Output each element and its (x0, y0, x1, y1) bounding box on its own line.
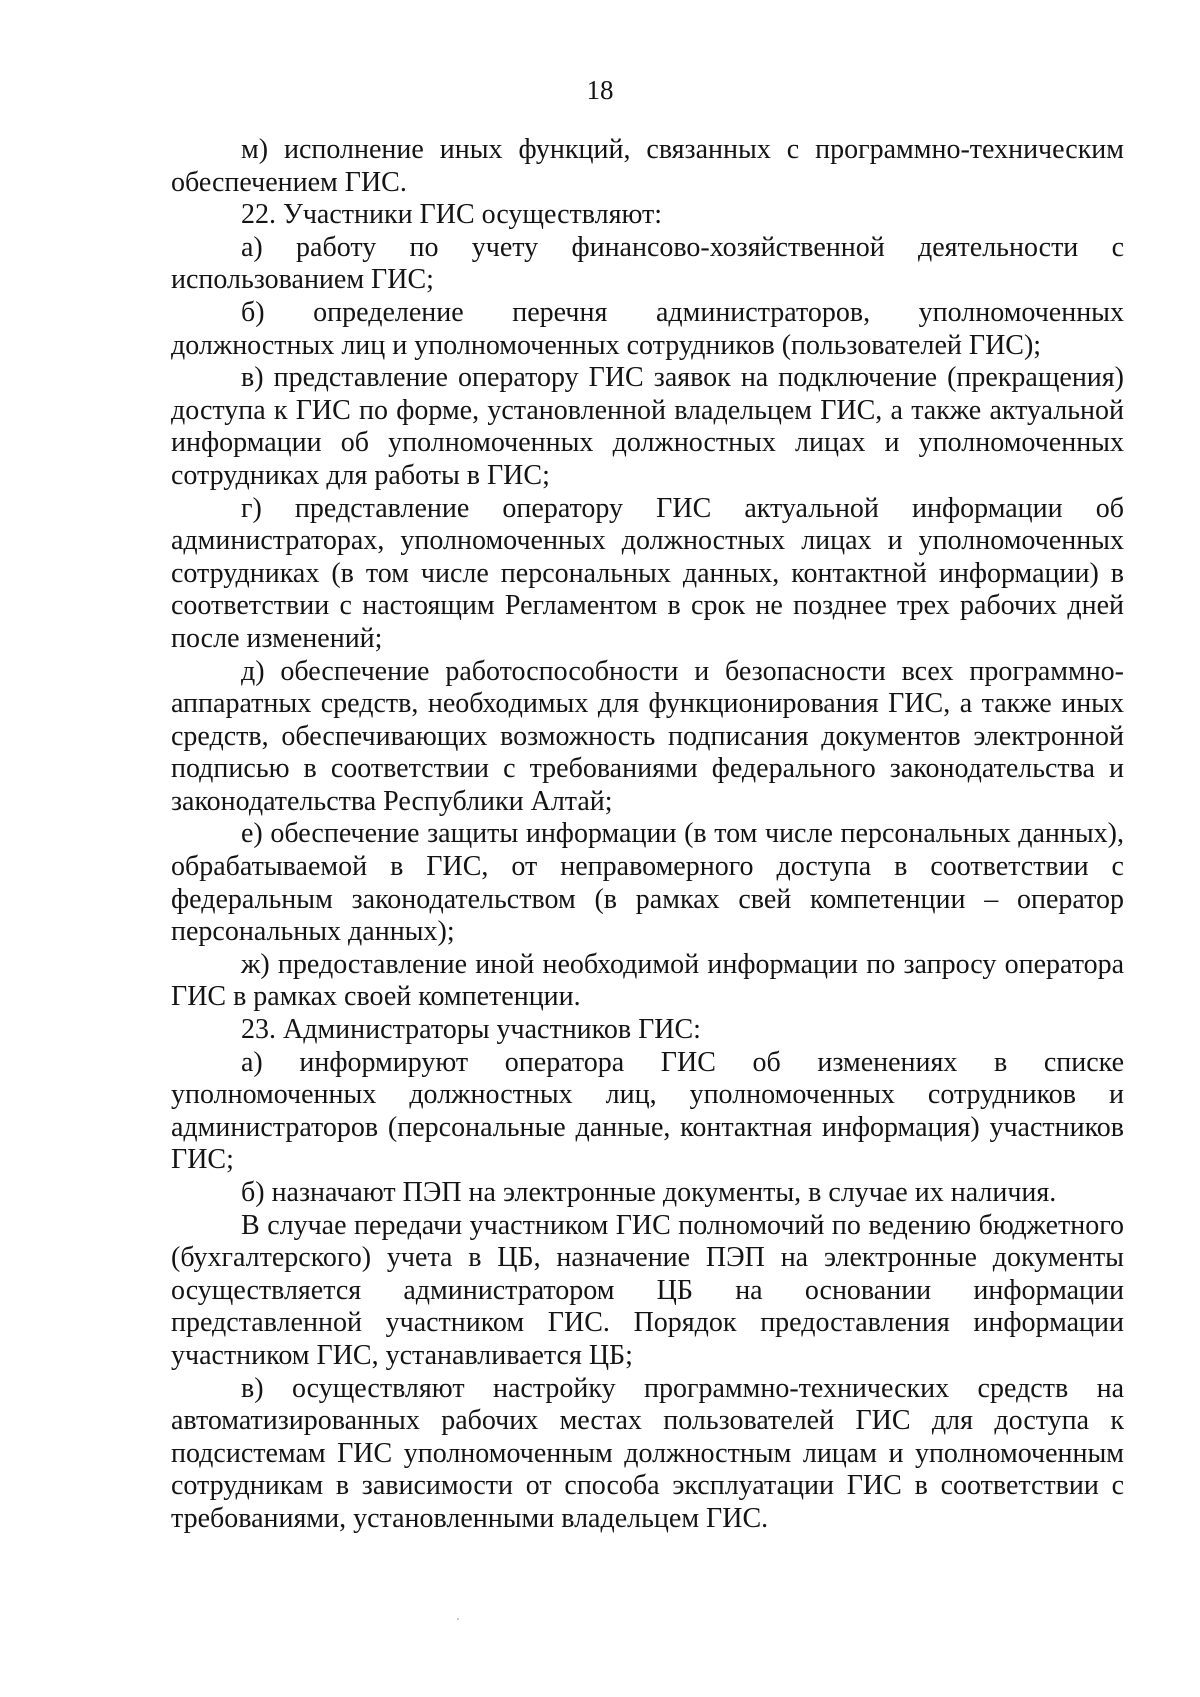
paragraph-22-e: е) обеспечение защиты информации (в том числе персональных данных), обрабатываемой в ГИС, от неправомерного доступа в соответствии с федеральным законодательством (в рамках свей компетенции – оператор персональных данных); (171, 818, 1124, 948)
heading-section-22: 22. Участники ГИС осуществляют: (241, 199, 663, 231)
document-body (171, 134, 1124, 1536)
paragraph-22-zh: ж) предоставление иной необходимой информации по запросу оператора ГИС в рамках своей компетенции. (171, 948, 1124, 1013)
scan-speck (457, 1618, 459, 1620)
heading-section-23: 23. Администраторы участников ГИС: (241, 1014, 701, 1046)
paragraph-22-v: в) представление оператору ГИС заявок на подключение (прекращения) доступа к ГИС по форме, установленной владельцем ГИС, а также актуальной информации об уполномоченных должностных лицах и уполномоченных сотрудниках для работы в ГИС; (171, 362, 1124, 491)
paragraph-23-v: в) осуществляют настройку программно-технических средств на автоматизированных рабочих местах пользователей ГИС для доступа к подсистемам ГИС уполномоченным должностным лицам и уполномоченным сотрудникам в зависимости от способа эксплуатации ГИС в соответствии с требованиями, установленными владельцем ГИС. (171, 1372, 1124, 1534)
paragraph-22-g: г) представление оператору ГИС актуальной информации об администраторах, уполномоченных должностных лицах и уполномоченных сотрудниках (в том числе персональных данных, контактной информации) в соответствии с настоящим Регламентом в срок не позднее трех рабочих дней после изменений; (171, 492, 1124, 654)
paragraph-22-b: б) определение перечня администраторов, уполномоченных должностных лиц и уполномоченных сотрудников (пользователей ГИС); (171, 296, 1124, 361)
paragraph-23-b-note: В случае передачи участником ГИС полномочий по ведению бюджетного (бухгалтерского) учета в ЦБ, назначение ПЭП на электронные документы осуществляется администратором ЦБ на основании информации представленной участником ГИС. Порядок предоставления информации участником ГИС, устанавливается ЦБ; (171, 1209, 1124, 1371)
paragraph-22-d: д) обеспечение работоспособности и безопасности всех программно-аппаратных средств, необходимых для функционирования ГИС, а также иных средств, обеспечивающих возможность подписания документов электронной подписью в соответствии с требованиями федерального законодательства и законодательства Республики Алтай; (171, 655, 1124, 817)
paragraph-23-a: а) информируют оператора ГИС об изменениях в списке уполномоченных должностных лиц, уполномоченных сотрудников и администраторов (персональные данные, контактная информация) участников ГИС; (171, 1046, 1124, 1176)
paragraph-23-b: б) назначают ПЭП на электронные документы, в случае их наличия. (241, 1177, 1057, 1208)
paragraph-m-other-functions: м) исполнение иных функций, связанных с программно-техническим обеспечением ГИС. (171, 134, 1124, 198)
page-number: 18 (586, 75, 614, 105)
paragraph-22-a: а) работу по учету финансово-хозяйственной деятельности с использованием ГИС; (171, 231, 1124, 296)
